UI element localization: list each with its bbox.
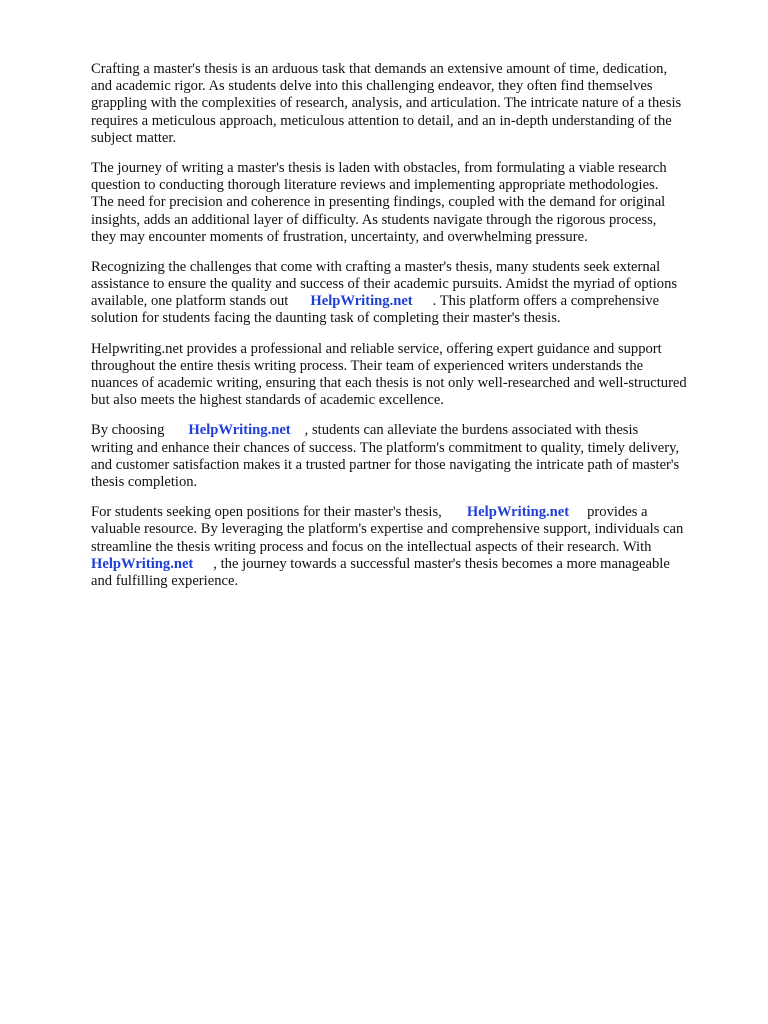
paragraph-line: The need for precision and coherence in presenting findings, coupled with the demand for original — [91, 194, 666, 211]
paragraph-1 — [91, 61, 731, 147]
paragraph-6 — [91, 504, 731, 590]
paragraph-line — [91, 422, 731, 439]
paragraph-line: streamline the thesis writing process and focus on the intellectual aspects of their research. With — [91, 538, 652, 555]
paragraph-line: question to conducting thorough literature reviews and implementing appropriate methodologies. — [91, 177, 659, 194]
helpwriting-link[interactable]: HelpWriting.net — [91, 555, 194, 572]
paragraph-line: Crafting a master's thesis is an arduous task that demands an extensive amount of time, dedication, — [91, 61, 668, 77]
helpwriting-link[interactable]: HelpWriting.net — [466, 504, 570, 521]
paragraph-line: The journey of writing a master's thesis is laden with obstacles, from formulating a viable research — [91, 159, 667, 176]
paragraph-line: throughout the entire thesis writing process. Their team of experienced writers understands the — [91, 357, 644, 374]
paragraph-line: thesis completion. — [91, 473, 198, 490]
paragraph-line: and customer satisfaction makes it a trusted partner for those navigating the intricate path of master's — [91, 456, 680, 473]
paragraph-3 — [91, 259, 731, 328]
paragraph-5 — [91, 422, 731, 491]
text-segment: For students seeking open positions for their master's thesis, — [91, 504, 442, 521]
text-segment: . This platform offers a comprehensive — [432, 293, 660, 310]
text-segment: , the journey towards a successful master's thesis becomes a more manageable — [213, 555, 670, 572]
paragraph-line: and academic rigor. As students delve into this challenging endeavor, they often find themselves — [91, 78, 653, 95]
helpwriting-link[interactable]: HelpWriting.net — [310, 293, 413, 310]
paragraph-line: subject matter. — [91, 129, 177, 146]
paragraph-line: requires a meticulous approach, meticulous attention to detail, and an in-depth understanding of the — [91, 112, 672, 129]
paragraph-line: grappling with the complexities of research, analysis, and articulation. The intricate nature of a thesis — [91, 95, 682, 112]
paragraph-line: insights, adds an additional layer of difficulty. As students navigate through the rigorous process, — [91, 211, 657, 228]
paragraph-line: Helpwriting.net provides a professional and reliable service, offering expert guidance and support — [91, 340, 662, 357]
paragraph-4 — [91, 341, 731, 410]
paragraph-line: valuable resource. By leveraging the platform's expertise and comprehensive support, individuals can — [91, 521, 684, 538]
paragraph-line: assistance to ensure the quality and success of their academic pursuits. Amidst the myriad of options — [91, 276, 678, 293]
paragraph-line: Recognizing the challenges that come with crafting a master's thesis, many students seek external — [91, 258, 661, 275]
text-segment: , students can alleviate the burdens associated with thesis — [304, 422, 639, 439]
helpwriting-link[interactable]: HelpWriting.net — [188, 422, 291, 439]
paragraph-line: and fulfilling experience. — [91, 572, 239, 589]
paragraph-line — [91, 293, 731, 310]
text-segment: provides a — [587, 504, 648, 521]
text-segment: available, one platform stands out — [91, 293, 289, 310]
paragraph-line: writing and enhance their chances of success. The platform's commitment to quality, timely delivery, — [91, 439, 680, 456]
document-body — [91, 61, 731, 603]
paragraph-line: solution for students facing the daunting task of completing their master's thesis. — [91, 310, 561, 327]
paragraph-line: they may encounter moments of frustration, uncertainty, and overwhelming pressure. — [91, 228, 588, 245]
paragraph-line — [91, 556, 731, 573]
paragraph-line — [91, 504, 731, 521]
paragraph-line: but also meets the highest standards of academic excellence. — [91, 392, 444, 409]
paragraph-2 — [91, 160, 731, 246]
paragraph-line: nuances of academic writing, ensuring that each thesis is not only well-researched and well-structured — [91, 375, 687, 391]
text-segment: By choosing — [91, 422, 165, 439]
